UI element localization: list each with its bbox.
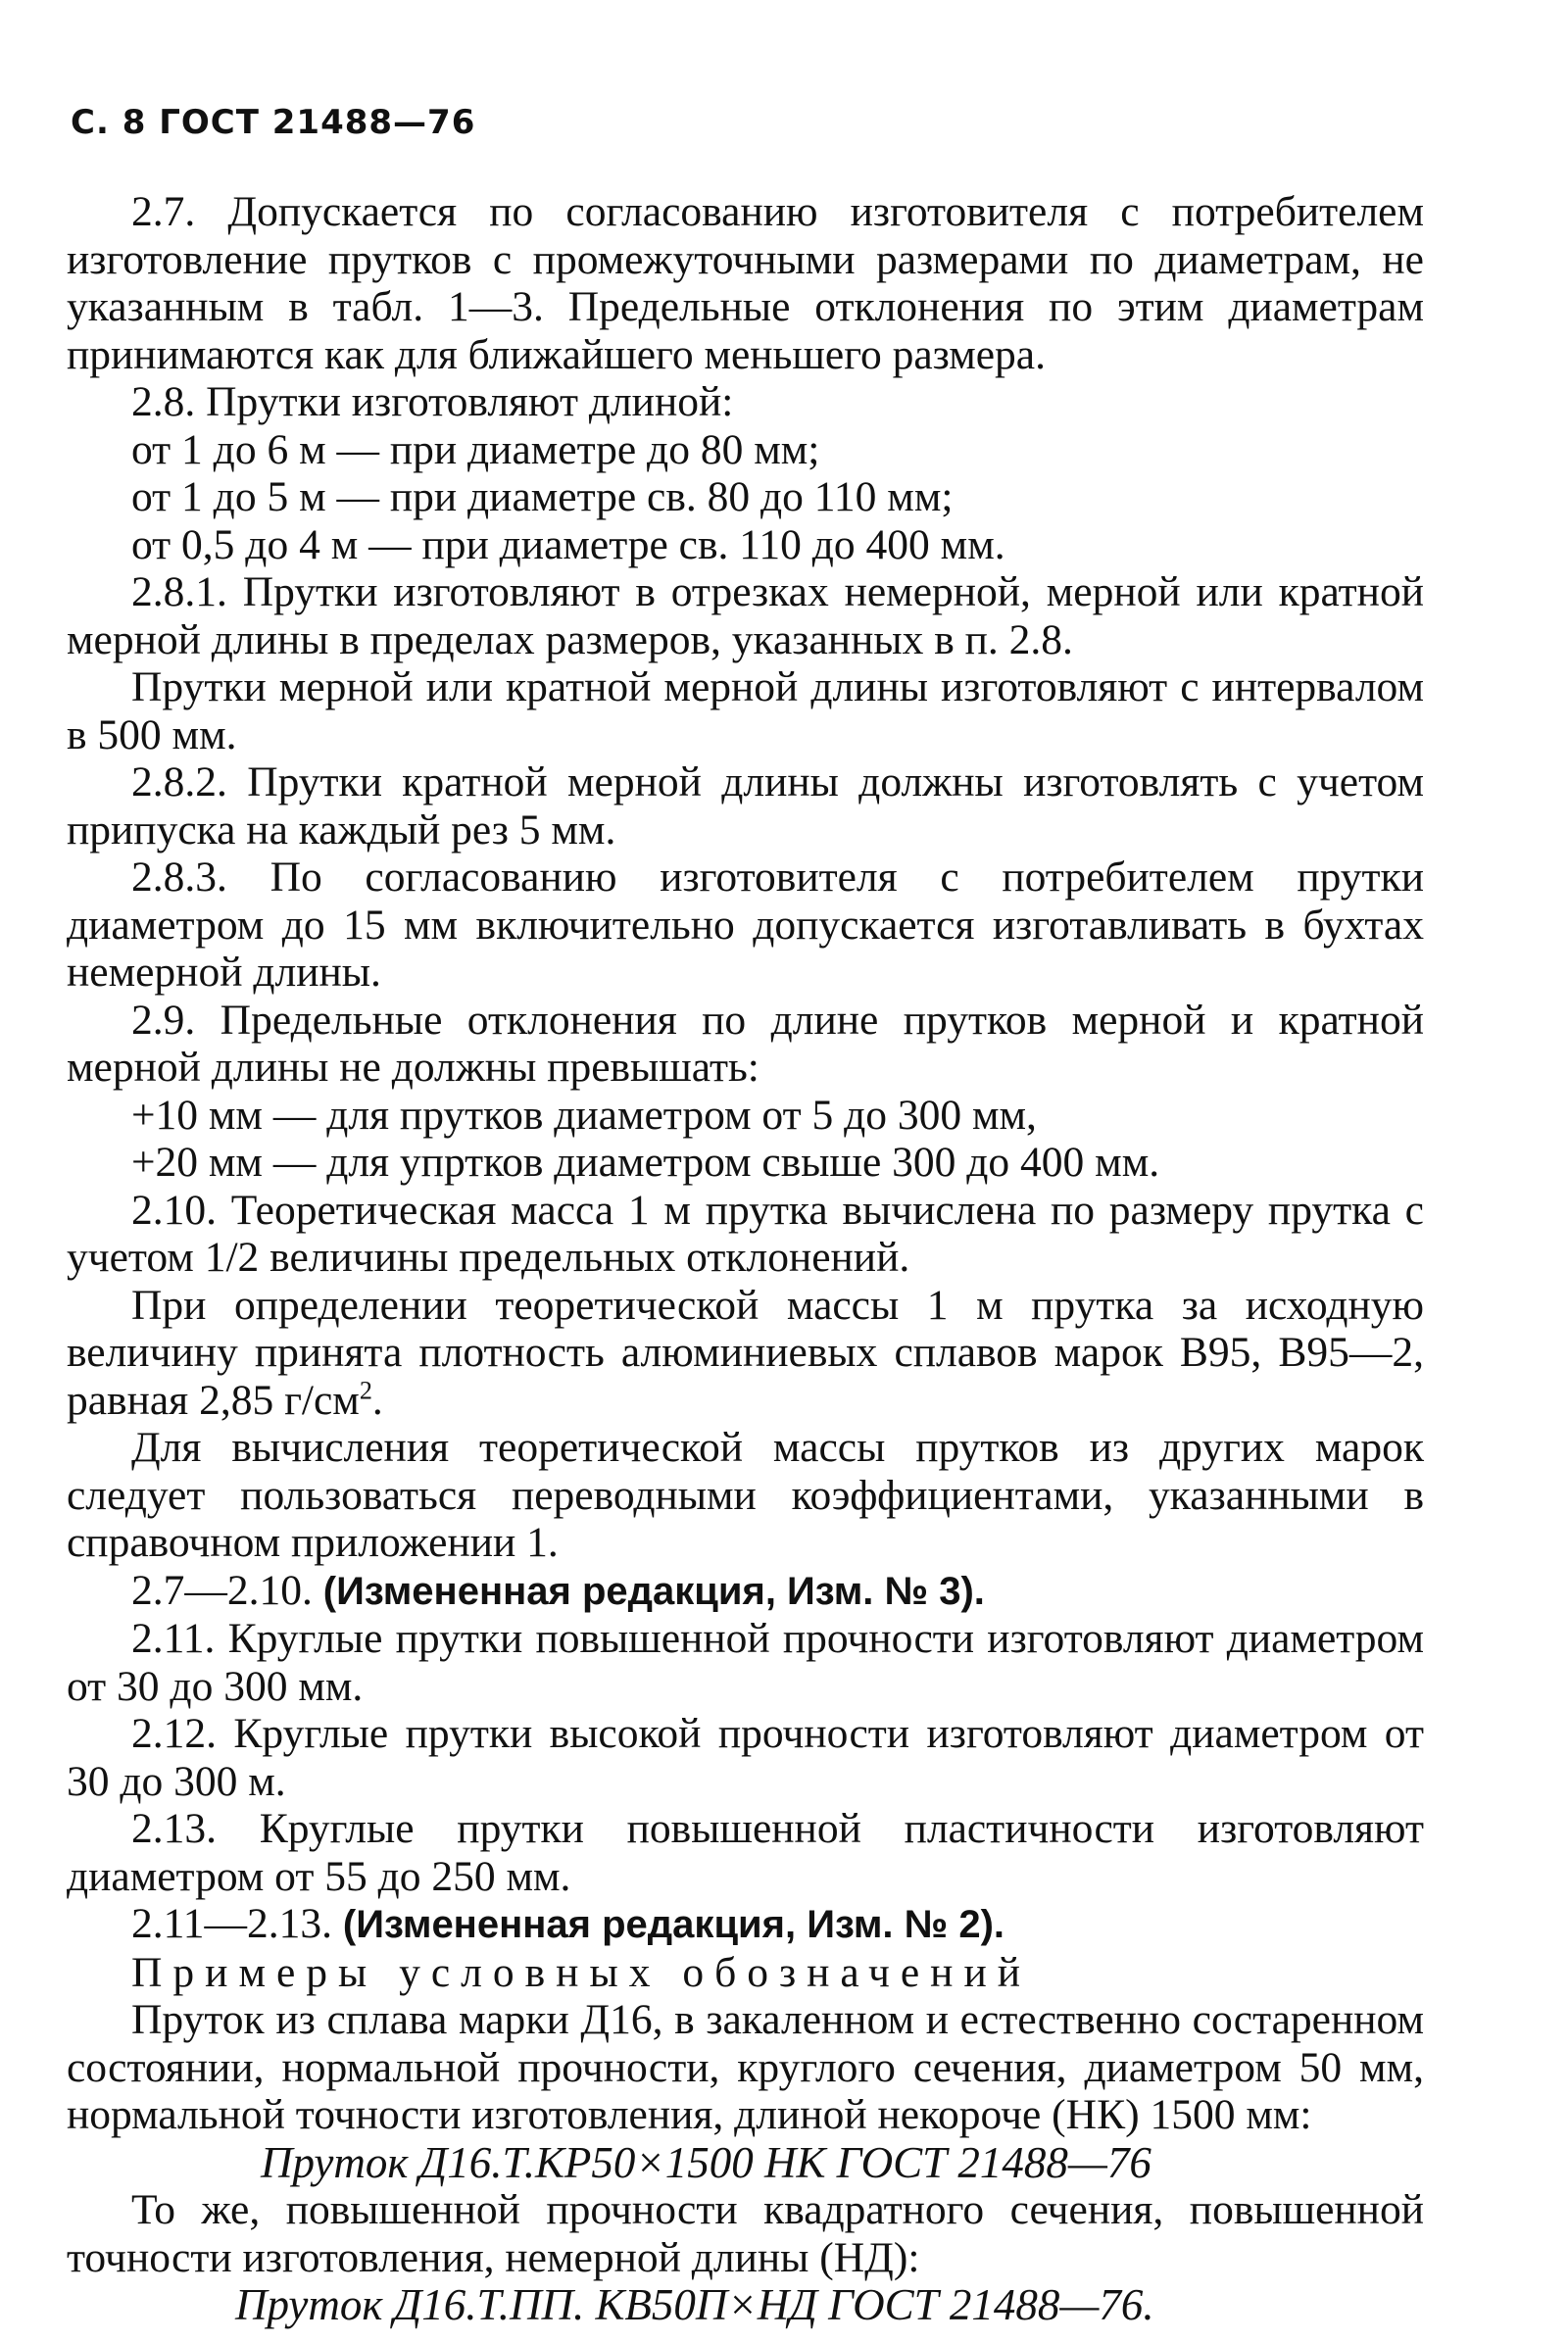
length-item-1: от 1 до 6 м — при диаметре до 80 мм; — [131, 425, 820, 473]
example-2-text: То же, повышенной прочности квадратного сечения, повышенной точности изготовления, немерной длины (НД): — [67, 2186, 1424, 2281]
paragraph-2-9: 2.9. Предельные отклонения по длине прутков мерной и кратной мерной длины не должны превышать: — [67, 996, 1424, 1091]
example-1-text: Пруток из сплава марки Д16, в закаленном и естественно состаренном состоянии, нормальной прочности, круглого сечения, диаметром 50 мм, нормальной точности изготовления, длиной некороче (НК) 1500 мм: — [67, 1996, 1424, 2138]
examples-title: Примеры условных обозначений — [131, 1948, 1031, 1996]
paragraph-2-8: 2.8. Прутки изготовляют длиной: — [131, 378, 734, 425]
paragraph-2-12: 2.12. Круглые прутки высокой прочности изготовляют диаметром от 30 до 300 м. — [67, 1710, 1424, 1805]
amendment-note-2 — [67, 1900, 1424, 1949]
paragraph-2-8-2: 2.8.2. Прутки кратной мерной длины должны изготовлять с учетом припуска на каждый рез 5 мм. — [67, 758, 1424, 854]
paragraph-2-7: 2.7. Допускается по согласованию изготовителя с потребителем изготовление прутков с промежуточными размерами по диаметрам, не указанным в табл. 1—3. Предельные отклонения по этим диаметрам принимаются как для ближайшего меньшего размера. — [67, 188, 1424, 378]
paragraph-2-10 — [67, 1187, 1424, 1282]
length-item-2: от 1 до 5 м — при диаметре св. 80 до 110 мм; — [131, 473, 954, 520]
paragraph-2-13: 2.13. Круглые прутки повышенной пластичности изготовляют диаметром от 55 до 250 мм. — [67, 1805, 1424, 1900]
paragraph-2-10-density-end: . — [371, 1376, 383, 1424]
paragraph-2-10-coefficients: Для вычисления теоретической массы прутков из других марок следует пользоваться переводными коэффициентами, указанными в справочном приложении 1. — [67, 1424, 1424, 1566]
amendment-note-3 — [67, 1567, 1424, 1616]
tolerance-item-1: +10 мм — для прутков диаметром от 5 до 300 мм, — [131, 1091, 1037, 1139]
superscript-exponent: 2 — [359, 1376, 372, 1404]
length-item-3: от 0,5 до 4 м — при диаметре св. 110 до 400 мм. — [131, 520, 1005, 568]
example-2-designation: Пруток Д16.Т.ПП. КВ50П×НД ГОСТ 21488—76. — [235, 2280, 1154, 2329]
tolerance-item-2: +20 мм — для упртков диаметром свыше 300 до 400 мм. — [131, 1139, 1160, 1186]
paragraph-2-10-density — [67, 1282, 1424, 1425]
document-body — [67, 188, 1424, 2329]
paragraph-2-11: 2.11. Круглые прутки повышенной прочности изготовляют диаметром от 30 до 300 мм. — [67, 1615, 1424, 1710]
paragraph-2-8-1-interval: Прутки мерной или кратной мерной длины изготовляют с интервалом в 500 мм. — [67, 663, 1424, 758]
paragraph-2-10-text-b: величины предельных отклонений. — [270, 1234, 910, 1281]
amendment-note-2-ref: 2.11—2.13. — [131, 1900, 333, 1947]
amendment-note-3-text: (Измененная редакция, Изм. № 3). — [322, 1569, 985, 1613]
page-header: С. 8 ГОСТ 21488—76 — [71, 103, 476, 142]
paragraph-2-8-1: 2.8.1. Прутки изготовляют в отрезках немерной, мерной или кратной мерной длины в пределах размеров, указанных в п. 2.8. — [67, 568, 1424, 663]
amendment-note-3-ref: 2.7—2.10. — [131, 1566, 313, 1614]
paragraph-2-10-density-text: При определении теоретической массы 1 м прутка за исходную величину принята плотность алюминиевых сплавов марок В95, В95—2, равная 2,85 г/см — [67, 1281, 1424, 1424]
paragraph-2-10-text-a: 2.10. Теоретическая масса 1 м прутка вычислена по размеру прутка с учетом — [67, 1186, 1424, 1281]
amendment-note-2-text: (Измененная редакция, Изм. № 2). — [342, 1903, 1005, 1946]
fraction-one-half: 1/2 — [204, 1234, 260, 1281]
paragraph-2-8-3: 2.8.3. По согласованию изготовителя с потребителем прутки диаметром до 15 мм включительно допускается изготавливать в бухтах немерной длины. — [67, 854, 1424, 996]
example-1-designation: Пруток Д16.Т.КР50×1500 НК ГОСТ 21488—76 — [261, 2137, 1152, 2187]
